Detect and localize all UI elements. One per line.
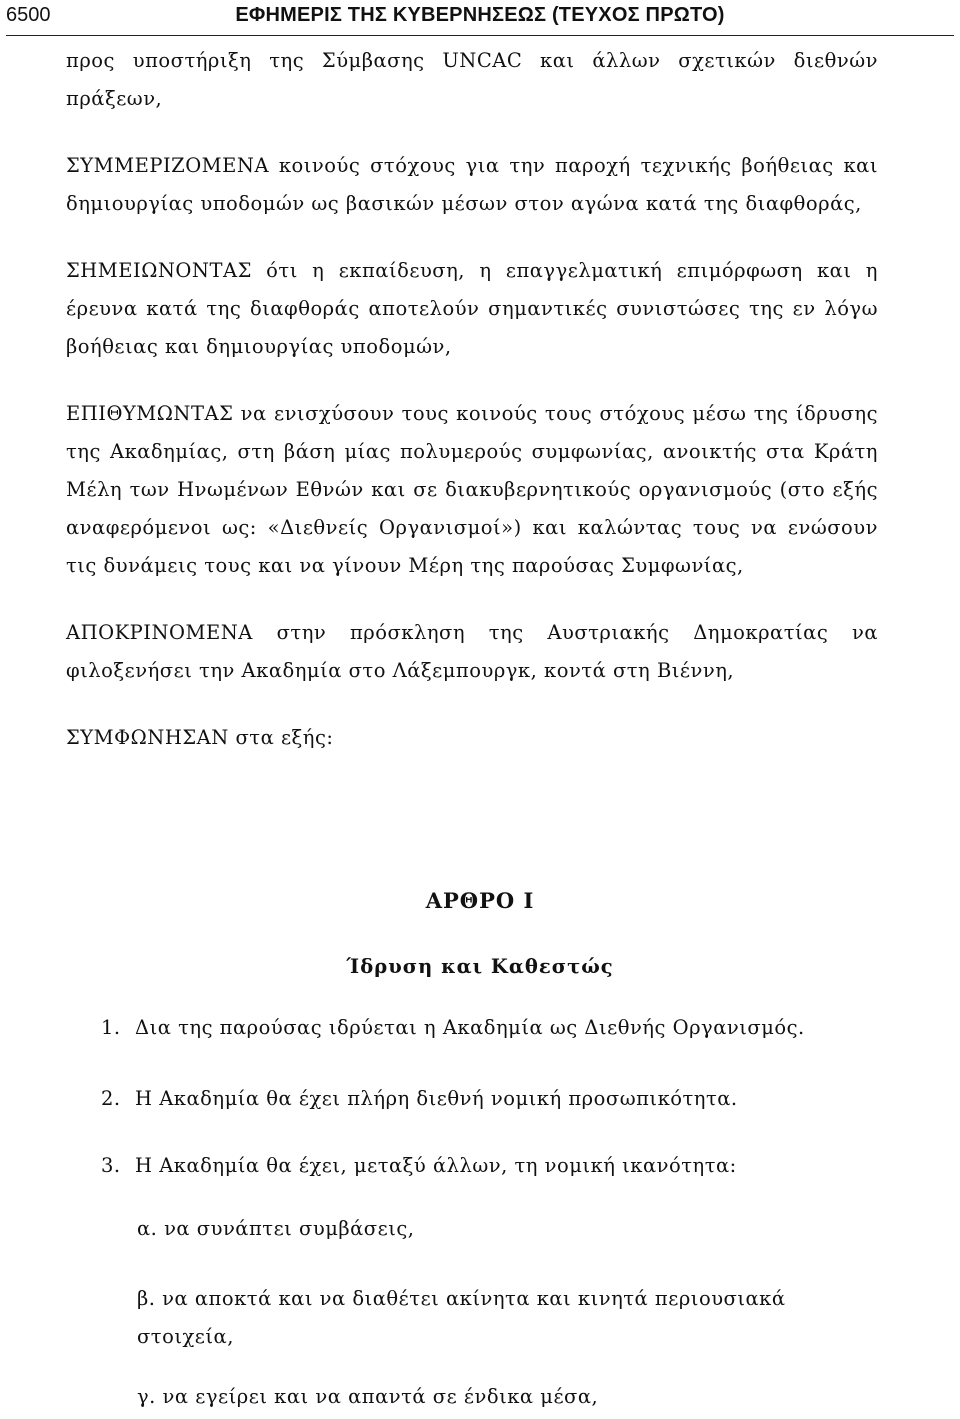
paragraph-responding: ΑΠΟΚΡΙΝΟΜΕΝΑ στην πρόσκληση της Αυστριακής Δημοκρατίας να φιλοξενήσει την Ακαδημία στο Λάξεμπουργκ, κοντά στη Βιέννη, <box>66 621 878 682</box>
item-text: Δια της παρούσας ιδρύεται η Ακαδημία ως Διεθνής Οργανισμός. <box>135 1016 805 1039</box>
paragraph-agreed: ΣΥΜΦΩΝΗΣΑΝ στα εξής: <box>66 726 334 749</box>
sub-item: β. να αποκτά και να διαθέτει ακίνητα και κινητά περιουσιακά στοιχεία, <box>137 1287 786 1348</box>
preamble-text <box>66 42 878 786</box>
sub-item: γ. να εγείρει και να απαντά σε ένδικα μέσα, <box>137 1385 599 1408</box>
paragraph-sharing: ΣΥΜΜΕΡΙΖΟΜΕΝΑ κοινούς στόχους για την παροχή τεχνικής βοήθειας και δημιουργίας υποδομών ως βασικών μέσων στον αγώνα κατά της διαφθοράς, <box>66 154 878 215</box>
page-number: 6500 <box>6 4 51 26</box>
paragraph-noting: ΣΗΜΕΙΩΝΟΝΤΑΣ ότι η εκπαίδευση, η επαγγελματική επιμόρφωση και η έρευνα κατά της διαφθοράς αποτελούν σημαντικές συνιστώσες της εν λόγω βοήθειας και δημιουργίας υποδομών, <box>66 259 878 358</box>
item-text: Η Ακαδημία θα έχει, μεταξύ άλλων, τη νομική ικανότητα: <box>135 1154 737 1177</box>
paragraph-intro: προς υποστήριξη της Σύμβασης UNCAC και άλλων σχετικών διεθνών πράξεων, <box>66 49 878 110</box>
paragraph-desiring: ΕΠΙΘΥΜΩΝΤΑΣ να ενισχύσουν τους κοινούς τους στόχους μέσω της ίδρυσης της Ακαδημίας, στη βάση μίας πολυμερούς συμφωνίας, ανοικτής στα Κράτη Μέλη των Ηνωμένων Εθνών και σε διακυβερνητικούς οργανισμούς (στο εξής αναφερόμενοι ως: «Διεθνείς Οργανισμοί») και καλώντας τους να ενώσουν τις δυνάμεις τους και να γίνουν Μέρη της παρούσας Συμφωνίας, <box>66 402 878 577</box>
list-item <box>101 1016 805 1039</box>
list-item <box>101 1087 738 1110</box>
page-header <box>0 0 960 36</box>
article-number: ΑΡΘΡΟ Ι <box>425 888 535 913</box>
sub-item: α. να συνάπτει συμβάσεις, <box>137 1217 415 1240</box>
item-number: 3. <box>101 1154 121 1177</box>
list-item <box>101 1154 737 1177</box>
item-text: Η Ακαδημία θα έχει πλήρη διεθνή νομική προσωπικότητα. <box>135 1087 738 1110</box>
item-number: 2. <box>101 1087 121 1110</box>
header-divider <box>6 35 954 36</box>
running-title: ΕΦΗΜΕΡΙΣ ΤΗΣ ΚΥΒΕΡΝΗΣΕΩΣ (ΤΕΥΧΟΣ ΠΡΩΤΟ) <box>235 4 725 26</box>
item-number: 1. <box>101 1016 121 1039</box>
article-title: Ίδρυση και Καθεστώς <box>346 955 614 978</box>
